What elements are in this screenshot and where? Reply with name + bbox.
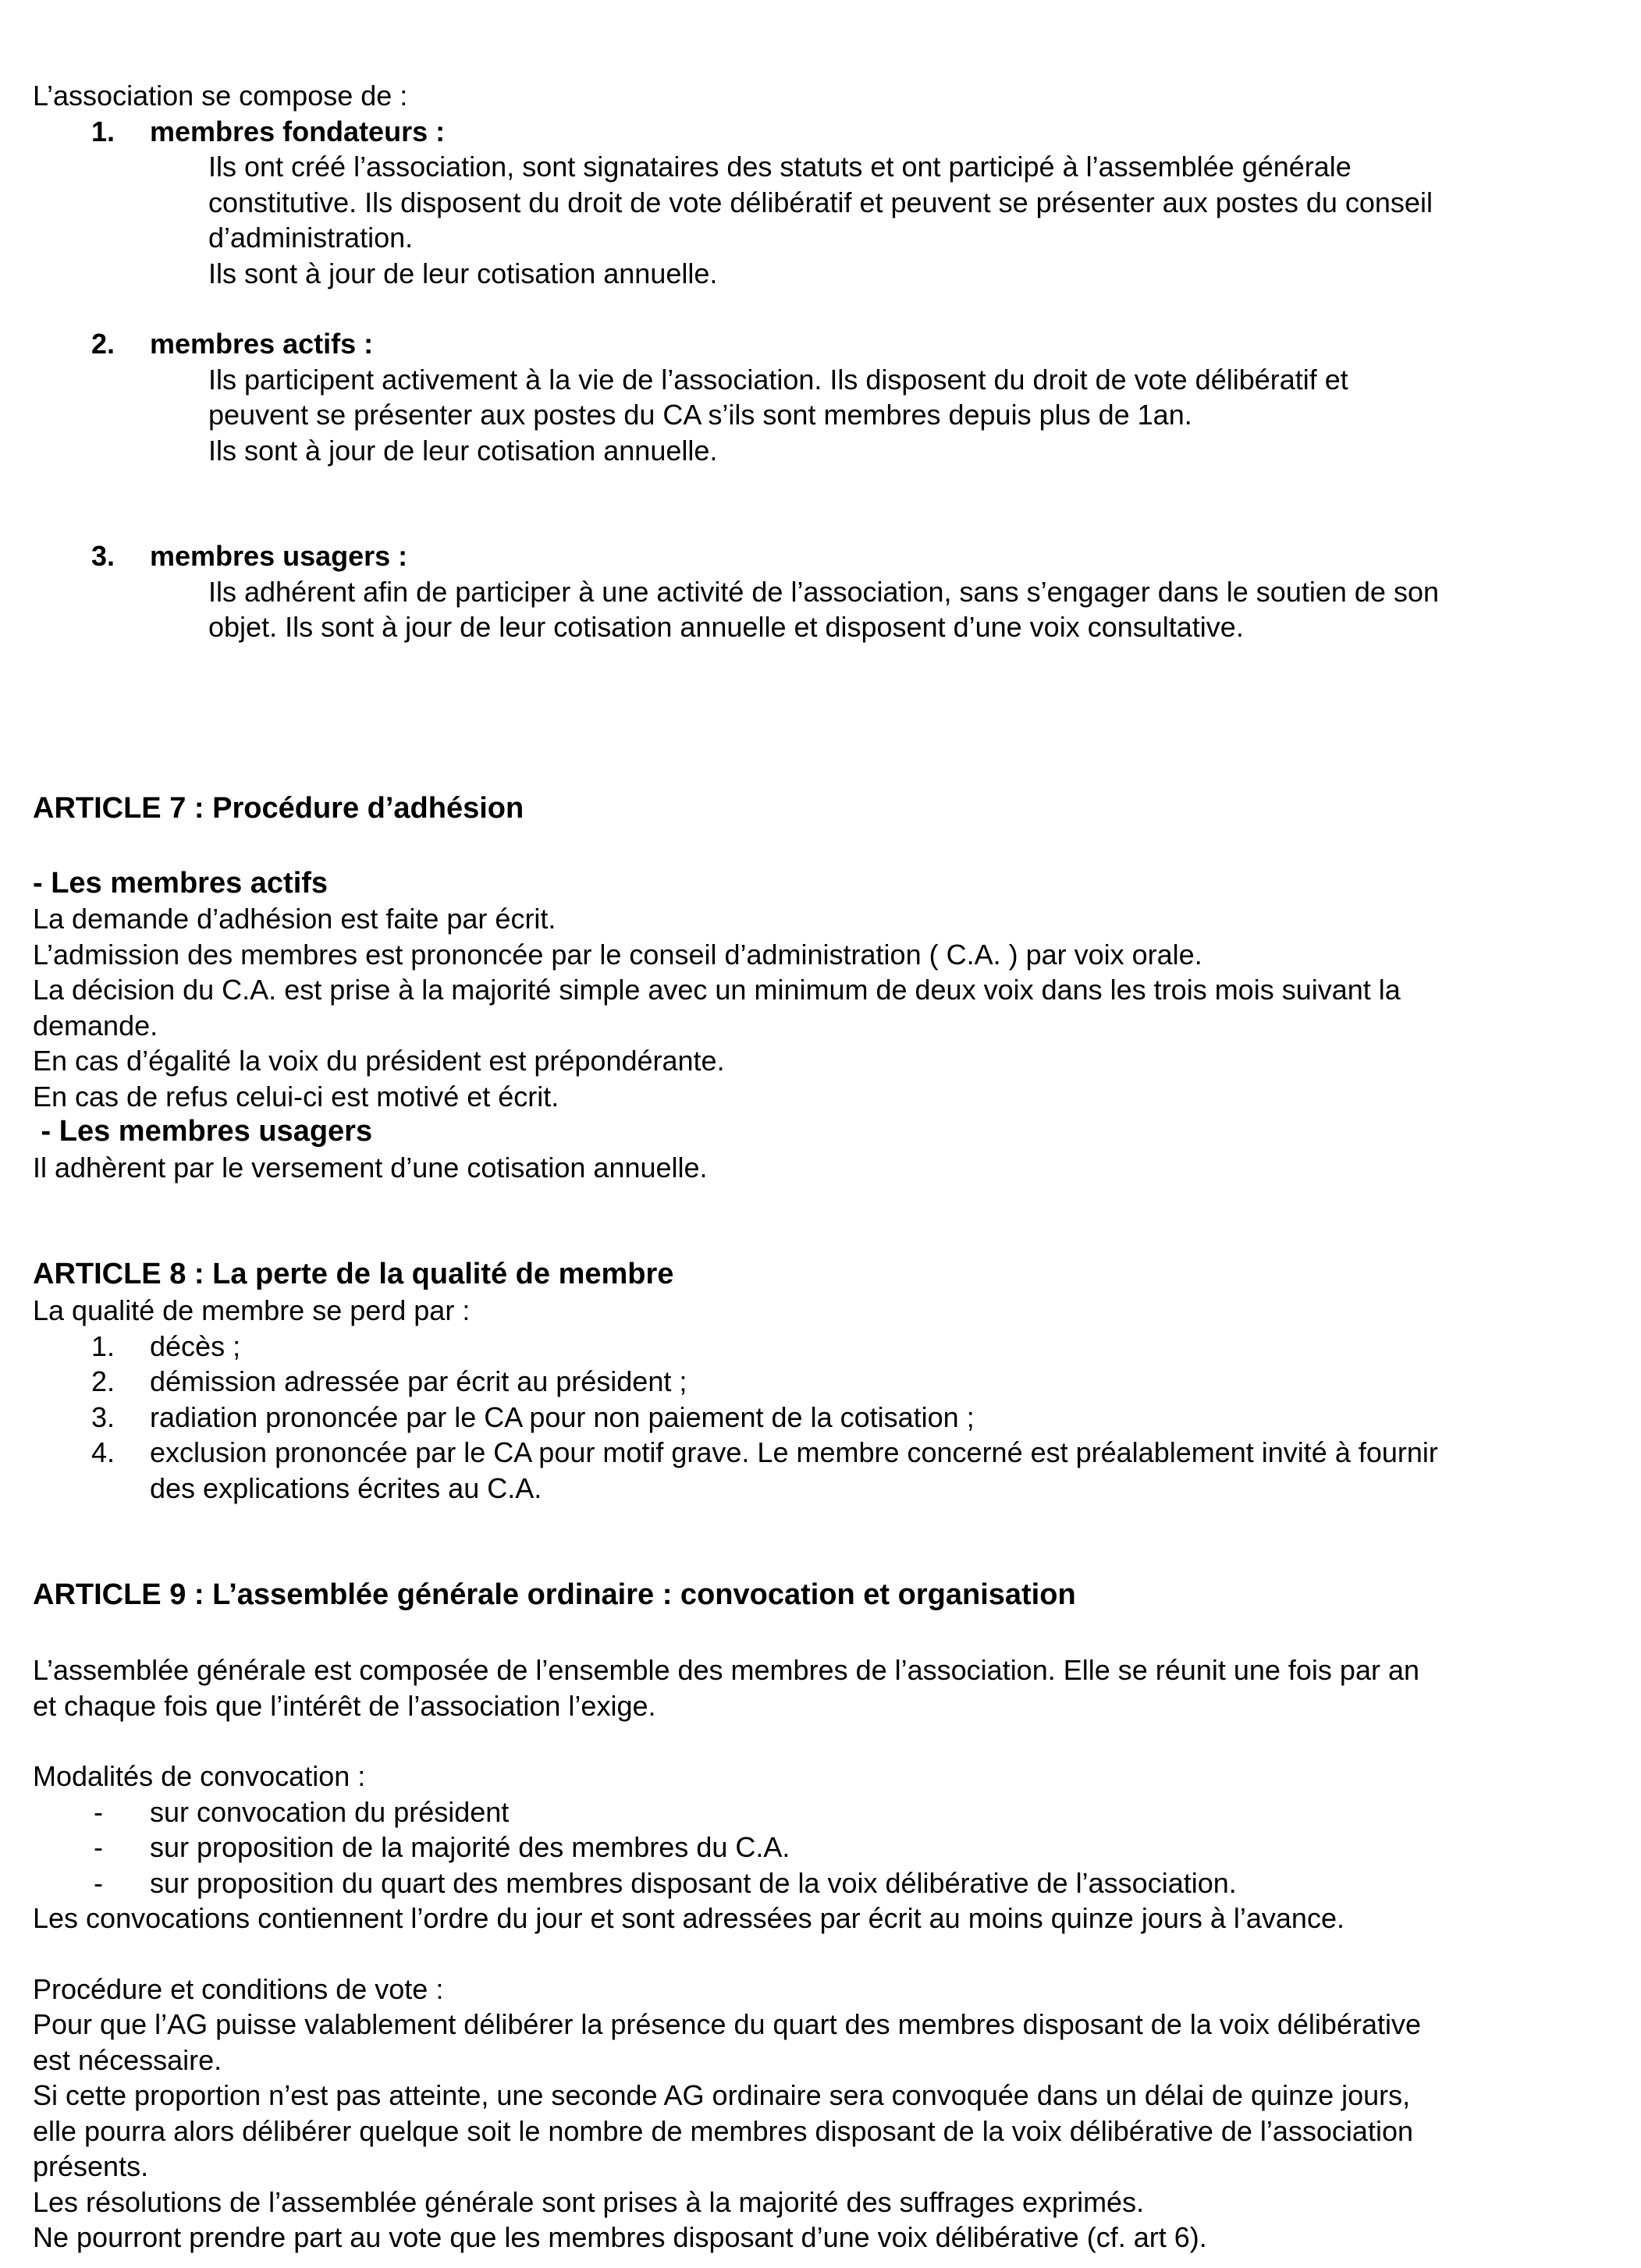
body-line: présents. (33, 2150, 149, 2182)
member-type-usagers (33, 538, 1586, 574)
body-line: Ils participent activement à la vie de l’association. Ils disposent du droit de vote délibératif et (208, 363, 1348, 396)
body-line: En cas d’égalité la voix du président est prépondérante. (33, 1045, 725, 1077)
article-7-usagers-heading: - Les membres usagers (33, 1115, 373, 1148)
bullet-dash: - (94, 1831, 103, 1863)
body-line: En cas de refus celui-ci est motivé et écrit. (33, 1080, 559, 1113)
bullet-text: sur convocation du président (150, 1795, 510, 1828)
list-number: 2. (91, 328, 115, 360)
vote-label: Procédure et conditions de vote : (33, 1972, 444, 2005)
body-line: demande. (33, 1009, 158, 1042)
member-type-body (33, 362, 1586, 469)
list-item-text: exclusion prononcée par le CA pour motif grave. Le membre concerné est préalablement invité à fournir (150, 1436, 1438, 1468)
body-line: Ils ont créé l’association, sont signataires des statuts et ont participé à l’assemblée générale (208, 151, 1352, 183)
member-type-actifs (33, 326, 1586, 362)
list-number: 3. (91, 1400, 115, 1433)
body-line: La décision du C.A. est prise à la majorité simple avec un minimum de deux voix dans les trois mois suivant la (33, 974, 1401, 1006)
member-type-fondateurs (33, 114, 1586, 150)
body-line: Ne pourront prendre part au vote que les membres disposant d’une voix délibérative (cf. art 6). (33, 2221, 1207, 2253)
list-item-text: décès ; (150, 1329, 241, 1362)
body-line: Ils sont à jour de leur cotisation annuelle. (208, 434, 718, 467)
body-line: L’assemblée générale est composée de l’ensemble des membres de l’association. Elle se réunit une fois par an (33, 1654, 1420, 1686)
article-8-title: ARTICLE 8 : La perte de la qualité de membre (33, 1258, 674, 1290)
body-line: elle pourra alors délibérer quelque soit le nombre de membres disposant de la voix délibérative de l’association (33, 2114, 1413, 2147)
list-item (33, 1364, 1586, 1400)
body-line: peuvent se présenter aux postes du CA s’ils sont membres depuis plus de 1an. (208, 399, 1192, 431)
bullet-item (33, 1794, 1586, 1830)
list-item-text: des explications écrites au C.A. (150, 1471, 542, 1504)
bullet-item (33, 1865, 1586, 1901)
list-number: 2. (91, 1365, 115, 1397)
list-number: 3. (91, 540, 115, 572)
list-item (33, 1435, 1586, 1506)
article-7-title: ARTICLE 7 : Procédure d’adhésion (33, 791, 524, 825)
body-line: Pour que l’AG puisse valablement délibérer la présence du quart des membres disposant de la voix délibérative (33, 2008, 1421, 2040)
bullet-dash: - (94, 1866, 103, 1899)
body-line: est nécessaire. (33, 2043, 222, 2076)
body-line: La demande d’adhésion est faite par écrit. (33, 903, 556, 935)
article-7-actifs-heading: - Les membres actifs (33, 866, 329, 900)
body-line: et chaque fois que l’intérêt de l’association l’exige. (33, 1689, 656, 1722)
member-type-title: membres fondateurs : (150, 115, 446, 147)
list-item-text: radiation prononcée par le CA pour non paiement de la cotisation ; (150, 1400, 975, 1433)
convocation-label: Modalités de convocation : (33, 1760, 366, 1792)
body-line: Les résolutions de l’assemblée générale sont prises à la majorité des suffrages exprimés. (33, 2185, 1145, 2218)
list-item (33, 1400, 1586, 1436)
list-number: 1. (91, 1329, 115, 1362)
bullet-text: sur proposition du quart des membres disposant de la voix délibérative de l’association. (150, 1866, 1237, 1899)
bullet-item (33, 1830, 1586, 1865)
bullet-text: sur proposition de la majorité des membres du C.A. (150, 1831, 790, 1863)
list-number: 4. (91, 1436, 115, 1468)
document-page (33, 78, 1586, 2256)
body-line: d’administration. (208, 222, 414, 254)
list-number: 1. (91, 115, 115, 147)
list-item-text: démission adressée par écrit au président ; (150, 1365, 687, 1397)
member-type-title: membres usagers : (150, 540, 408, 572)
body-line: Ils sont à jour de leur cotisation annuelle. (208, 257, 718, 289)
list-item (33, 1329, 1586, 1365)
body-line: objet. Ils sont à jour de leur cotisation annuelle et disposent d’une voix consultative. (208, 611, 1244, 643)
body-line: Si cette proportion n’est pas atteinte, une seconde AG ordinaire sera convoquée dans un délai de quinze jours, (33, 2079, 1411, 2111)
body-line: Il adhèrent par le versement d’une cotisation annuelle. (33, 1151, 708, 1184)
bullet-dash: - (94, 1795, 103, 1828)
body-line: Ils adhérent afin de participer à une activité de l’association, sans s’engager dans le soutien de son (208, 575, 1439, 608)
article-9-title: ARTICLE 9 : L’assemblée générale ordinaire : convocation et organisation (33, 1578, 1076, 1611)
convocation-note: Les convocations contiennent l’ordre du jour et sont adressées par écrit au moins quinze jours à l’avance. (33, 1902, 1344, 1934)
body-line: L’admission des membres est prononcée par le conseil d’administration ( C.A. ) par voix orale. (33, 938, 1202, 971)
member-type-body (33, 574, 1586, 645)
body-line: constitutive. Ils disposent du droit de vote délibératif et peuvent se présenter aux postes du conseil (208, 186, 1433, 218)
member-type-title: membres actifs : (150, 328, 374, 360)
intro-text: L’association se compose de : (33, 80, 408, 112)
member-type-body (33, 149, 1586, 291)
article-8-intro: La qualité de membre se perd par : (33, 1294, 471, 1326)
